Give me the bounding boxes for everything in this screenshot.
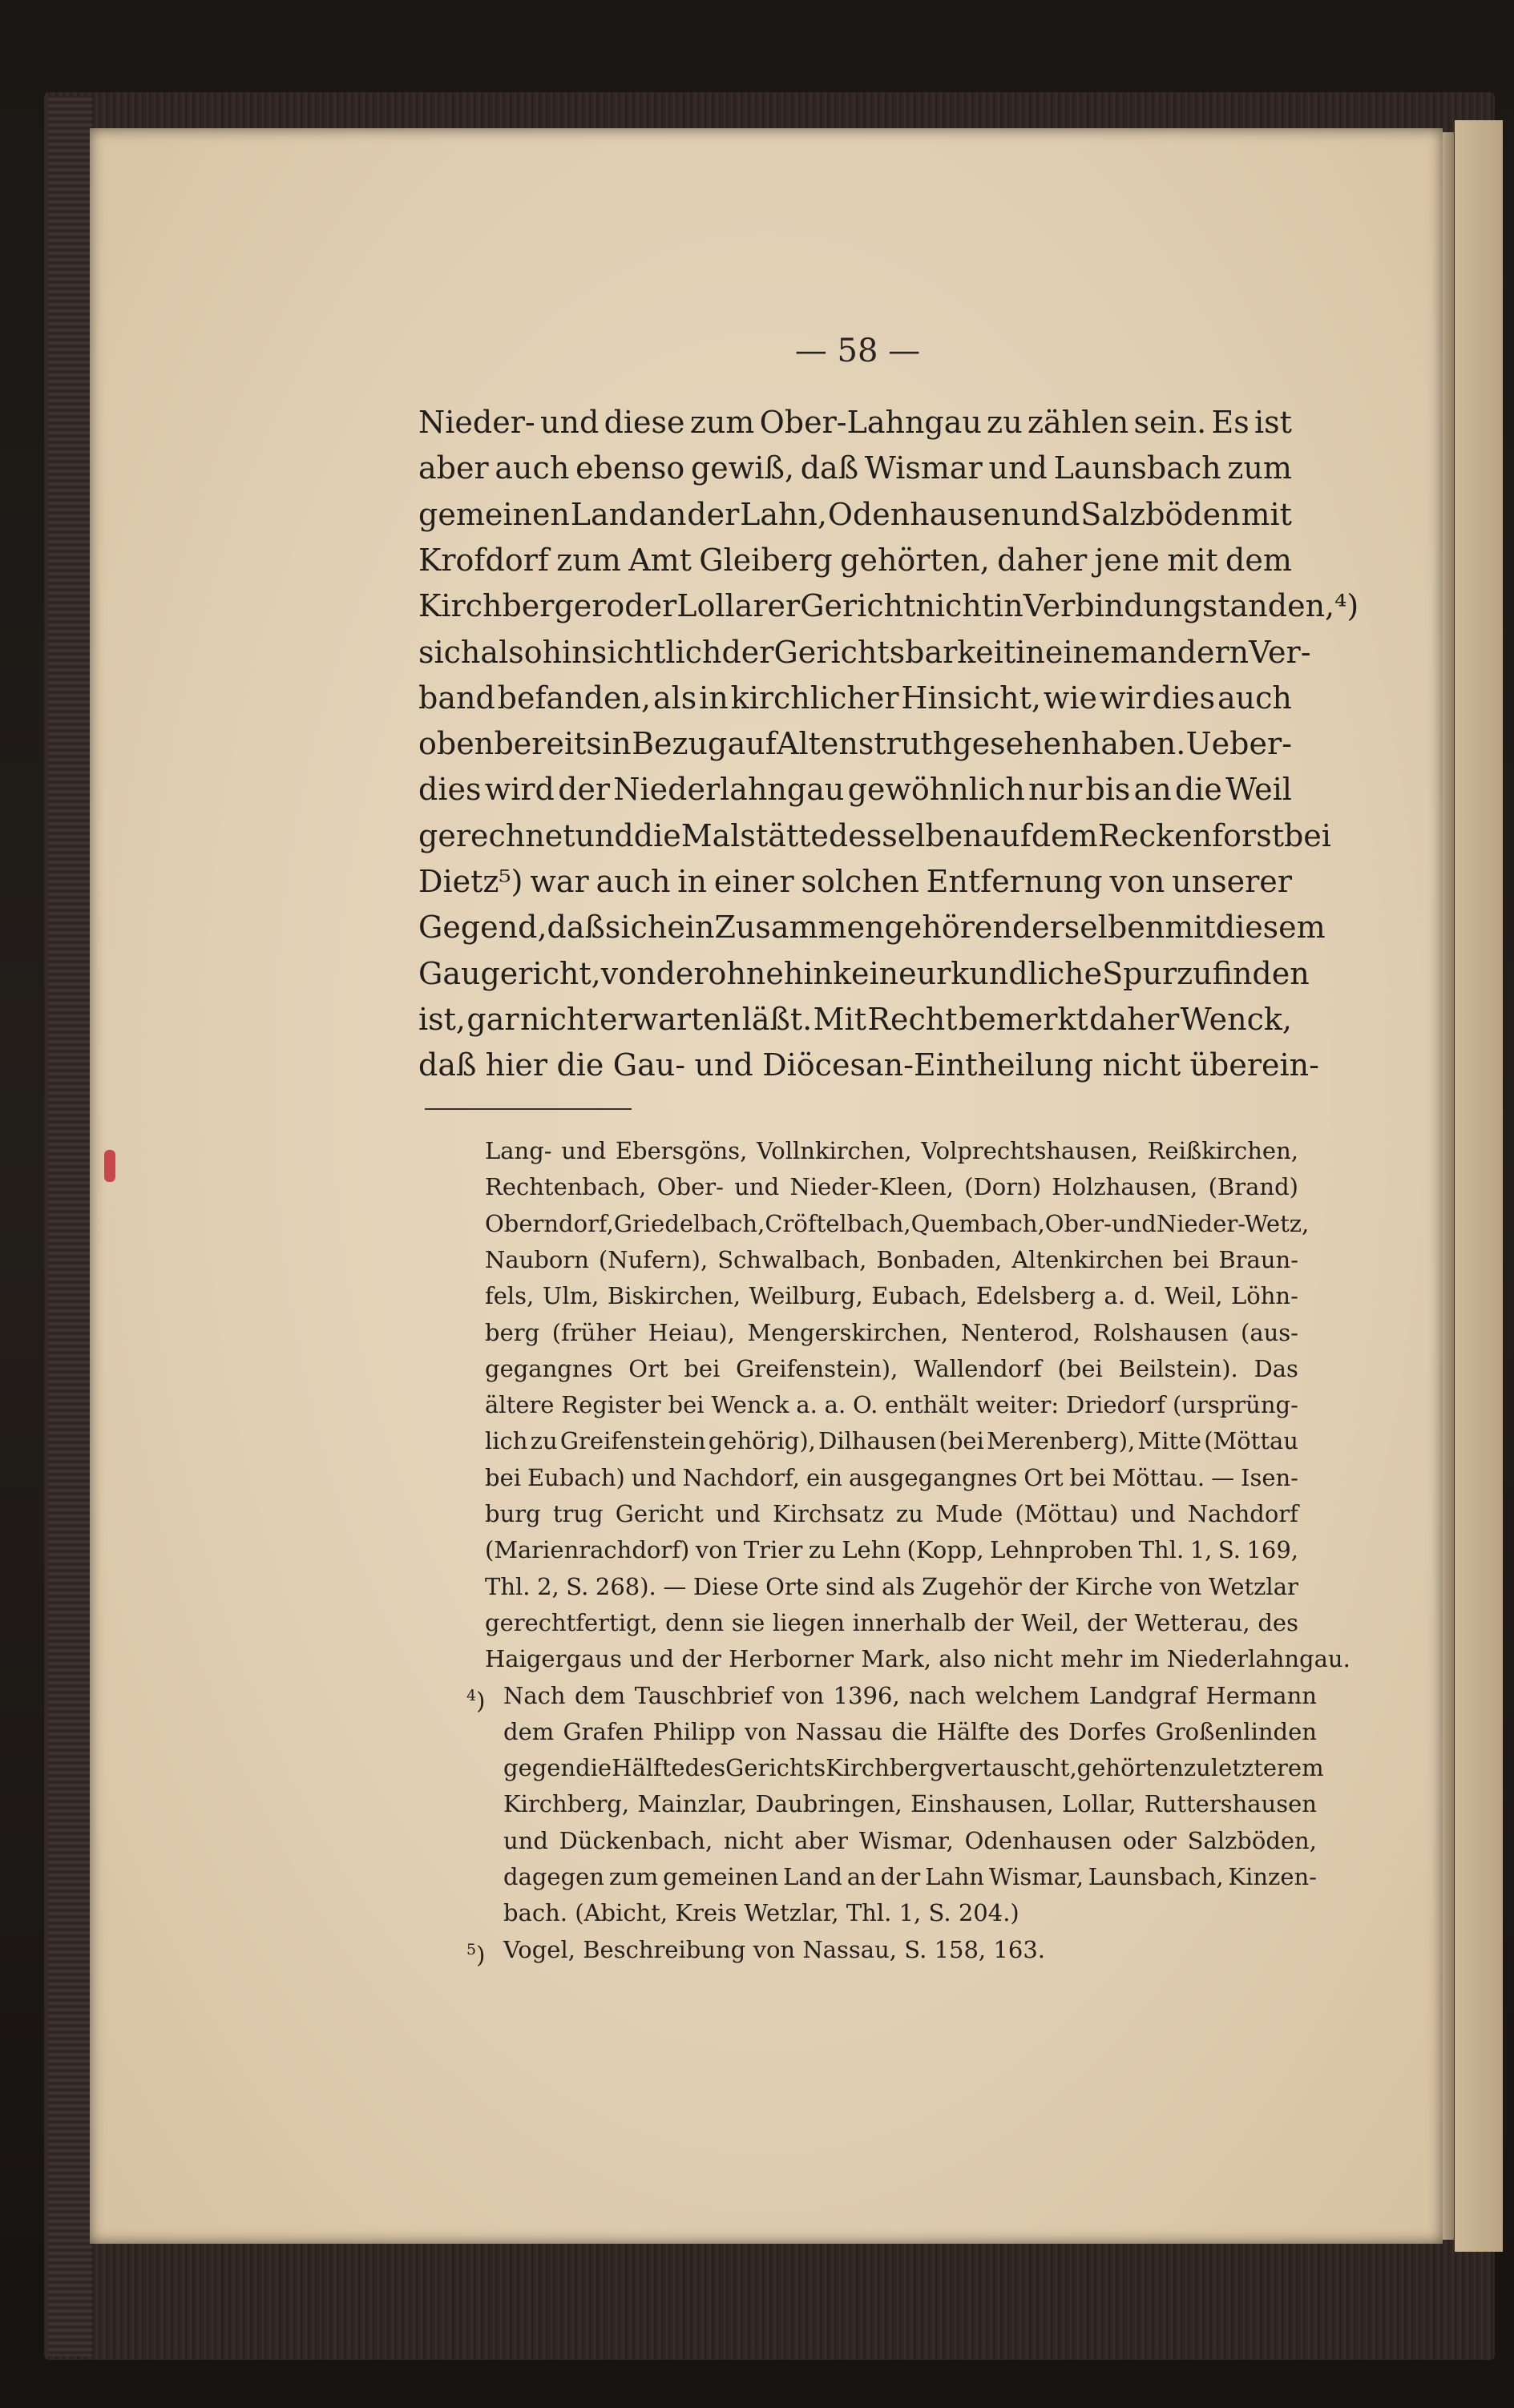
footnote-line: fels, Ulm, Biskirchen, Weilburg, Eubach, Edelsberg a. d. Weil, Löhn- xyxy=(485,1282,1298,1310)
footnote-line: Nauborn (Nufern), Schwalbach, Bonbaden, Altenkirchen bei Braun- xyxy=(485,1245,1298,1273)
body-text-line: Nieder- und diese zum Ober-Lahngau zu zählen sein. Es ist xyxy=(418,405,1292,440)
footnote-line: lich zu Greifenstein gehörig), Dilhausen (bei Merenberg), Mitte (Möttau xyxy=(485,1427,1298,1455)
body-text-line: Dietz⁵) war auch in einer solchen Entfernung von unserer xyxy=(418,864,1292,899)
footnote-4-line: gegen die Hälfte des Gerichts Kirchberg vertauscht, gehörten zu letzterem xyxy=(503,1754,1324,1782)
page-number: — 58 — xyxy=(794,333,921,369)
body-text-line: gemeinen Land an der Lahn, Odenhausen und Salzböden mit xyxy=(418,496,1292,532)
body-text-line: oben bereits in Bezug auf Altenstruth gesehen haben. Ueber- xyxy=(418,726,1292,762)
footnote-line: Oberndorf, Griedelbach, Cröftelbach, Quembach, Ober- und Nieder-Wetz, xyxy=(485,1209,1310,1237)
footnote-separator-rule xyxy=(425,1108,632,1110)
body-text-line: Gegend, daß sich ein Zusammengehören derselben mit diesem xyxy=(418,910,1326,946)
body-text-line: daß hier die Gau- und Diöcesan-Eintheilung nicht überein- xyxy=(418,1047,1319,1083)
body-text-line: ist, gar nicht erwarten läßt. Mit Recht bemerkt daher Wenck, xyxy=(418,1001,1292,1037)
body-text-line: Gaugericht, von der ohnehin keine urkundliche Spur zu finden xyxy=(418,955,1310,991)
body-text-line: aber auch ebenso gewiß, daß Wismar und Launsbach zum xyxy=(418,450,1292,486)
footnote-4-marker: $^4$) xyxy=(466,1686,486,1715)
footnote-line: bei Eubach) und Nachdorf, ein ausgegangnes Ort bei Möttau. — Isen- xyxy=(485,1463,1298,1491)
footnote-line: Lang- und Ebersgöns, Vollnkirchen, Volprechtshausen, Reißkirchen, xyxy=(485,1137,1298,1164)
footnote-line: Thl. 2, S. 268). — Diese Orte sind als Zugehör der Kirche von Wetzlar xyxy=(485,1572,1298,1600)
footnote-line: burg trug Gericht und Kirchsatz zu Mude (Möttau) und Nachdorf xyxy=(485,1500,1298,1527)
footnote-line: gerechtfertigt, denn sie liegen innerhalb der Weil, der Wetterau, des xyxy=(485,1608,1298,1636)
footnote-5-line: Vogel, Beschreibung von Nassau, S. 158, 163. xyxy=(503,1935,1045,1963)
footnote-4-line: Nach dem Tauschbrief von 1396, nach welchem Landgraf Hermann xyxy=(503,1681,1317,1709)
footnote-line: (Marienrachdorf) von Trier zu Lehn (Kopp, Lehnproben Thl. 1, S. 169, xyxy=(485,1536,1298,1564)
footnote-4-line: dem Grafen Philipp von Nassau die Hälfte des Dorfes Großenlinden xyxy=(503,1717,1317,1745)
footnote-4-line: dagegen zum gemeinen Land an der Lahn Wismar, Launsbach, Kinzen- xyxy=(503,1863,1317,1890)
footnote-line: Rechtenbach, Ober- und Nieder-Kleen, (Dorn) Holzhausen, (Brand) xyxy=(485,1173,1298,1201)
footnote-5-marker: $^5$) xyxy=(466,1940,486,1969)
body-text-line: dies wird der Niederlahngau gewöhnlich nur bis an die Weil xyxy=(418,772,1292,808)
body-text-line: gerechnet und die Malstätte desselben auf dem Reckenforst bei xyxy=(418,817,1331,853)
body-text-line: sich also hinsichtlich der Gerichtsbarkeit in einem andern Ver- xyxy=(418,634,1311,670)
adjacent-page-edge xyxy=(1455,120,1503,2252)
footnote-line: Haigergaus und der Herborner Mark, also nicht mehr im Niederlahngau. xyxy=(485,1645,1350,1673)
body-text-line: Krofdorf zum Amt Gleiberg gehörten, daher jene mit dem xyxy=(418,542,1292,578)
body-text-line: band befanden, als in kirchlicher Hinsicht, wie wir dies auch xyxy=(418,680,1292,716)
footnote-4-line: bach. (Abicht, Kreis Wetzlar, Thl. 1, S. 204.) xyxy=(503,1899,1019,1927)
footnote-line: berg (früher Heiau), Mengerskirchen, Nenterod, Rolshausen (aus- xyxy=(485,1318,1298,1346)
red-bookmark-mark xyxy=(104,1150,115,1182)
book-spine xyxy=(48,96,92,2356)
footnote-4-line: Kirchberg, Mainzlar, Daubringen, Einshausen, Lollar, Ruttershausen xyxy=(503,1790,1317,1818)
body-text-line: Kirchberger oder Lollarer Gericht nicht in Verbindung standen,⁴) xyxy=(418,588,1359,624)
footnote-4-line: und Dückenbach, nicht aber Wismar, Odenhausen oder Salzböden, xyxy=(503,1826,1317,1854)
footnote-line: gegangnes Ort bei Greifenstein), Wallendorf (bei Beilstein). Das xyxy=(485,1354,1298,1382)
footnote-line: ältere Register bei Wenck a. a. O. enthält weiter: Driedorf (ursprüng- xyxy=(485,1391,1298,1419)
page-fore-edge xyxy=(1443,132,1454,2240)
